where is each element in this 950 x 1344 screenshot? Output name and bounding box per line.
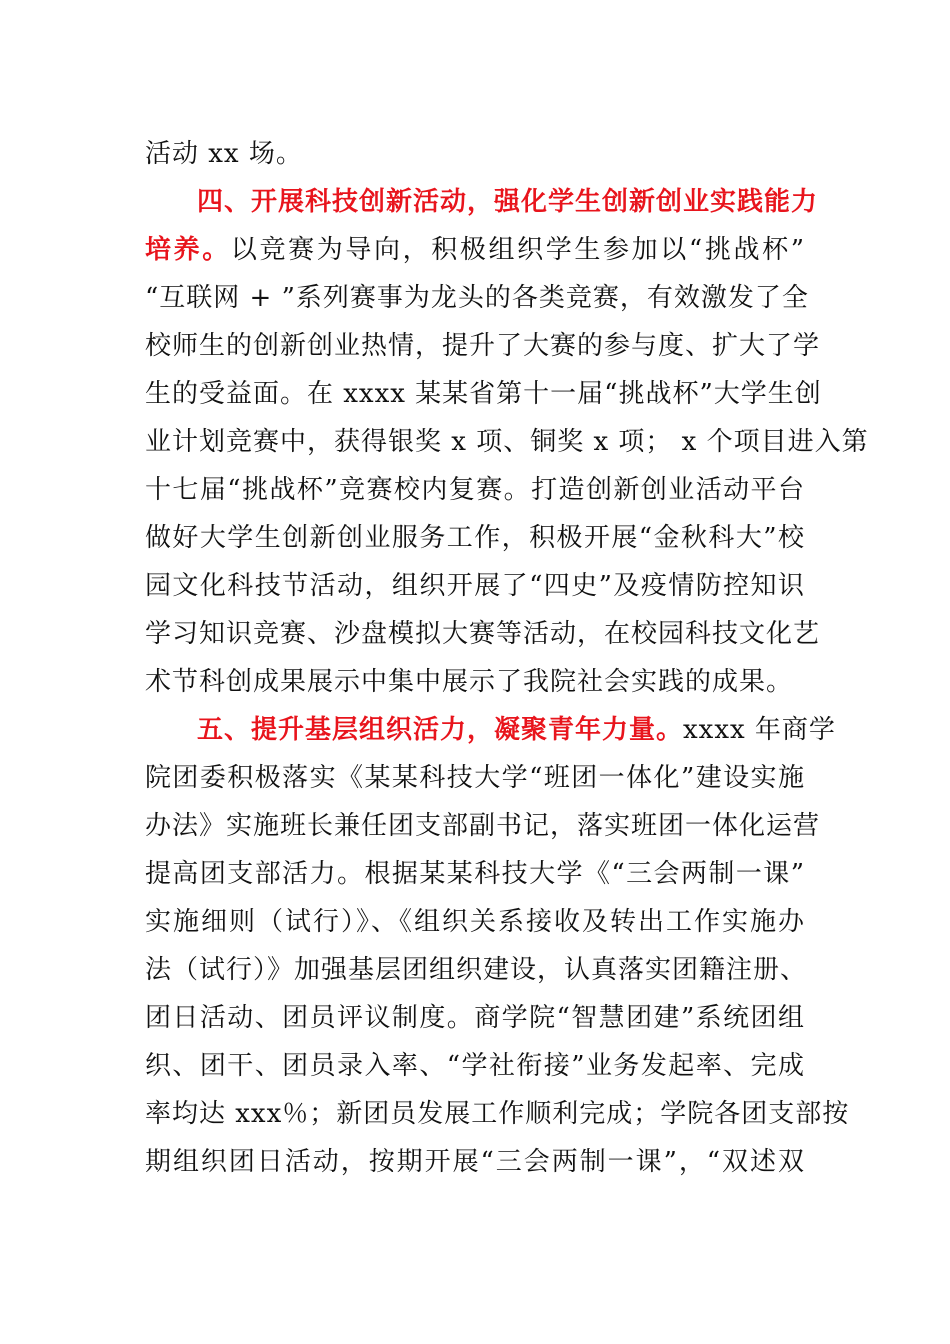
text-line	[145, 418, 869, 466]
text-line	[145, 226, 805, 274]
text-line	[145, 610, 821, 658]
line-text: 术节科创成果展示中集中展示了我院社会实践的成果。	[145, 667, 794, 697]
line-text: 法（试行）》加强基层团组织建设，认真落实团籍注册、	[145, 955, 808, 985]
line-text: 生的受益面。在 xxxx 某某省第十一届“挑战杯”大学生创	[145, 379, 822, 409]
text-line	[145, 322, 821, 370]
text-line	[145, 130, 805, 178]
text-line	[145, 274, 809, 322]
line-text: 织、团干、团员录入率、“学社衔接”业务发起率、完成	[145, 1051, 805, 1081]
line-text: “互联网 + ”系列赛事为龙头的各类竞赛，有效激发了全	[145, 283, 809, 313]
line-text: xxxx 年商学	[683, 715, 836, 745]
line-text: 做好大学生创新创业服务工作，积极开展“金秋科大”校	[145, 523, 805, 553]
text-line	[145, 1042, 805, 1090]
line-text: 实施细则（试行）》、《组织关系接收及转出工作实施办	[145, 907, 805, 937]
text-line	[145, 514, 805, 562]
text-line	[145, 994, 805, 1042]
line-text: 办法》实施班长兼任团支部副书记，落实班团一体化运营	[145, 811, 821, 841]
section-heading-five: 五、提升基层组织活力，凝聚青年力量。	[197, 715, 684, 745]
text-line	[145, 754, 805, 802]
text-line	[145, 370, 822, 418]
text-line	[145, 1138, 805, 1186]
line-text: 院团委积极落实《某某科技大学“班团一体化”建设实施	[145, 763, 805, 793]
section-heading-four-cont: 培养。	[145, 235, 231, 265]
line-text: 期组织团日活动，按期开展“三会两制一课”，“双述双	[145, 1147, 805, 1177]
text-line	[145, 658, 805, 706]
line-text: 以竞赛为导向，积极组织学生参加以“挑战杯”	[230, 235, 805, 265]
section-heading-line	[197, 706, 836, 754]
line-text: 园文化科技节活动，组织开展了“四史”及疫情防控知识	[145, 571, 805, 601]
section-heading-four: 四、开展科技创新活动，强化学生创新创业实践能力	[197, 187, 819, 217]
line-text: 业计划竞赛中，获得银奖 x 项、铜奖 x 项； x 个项目进入第	[145, 427, 869, 457]
section-heading-line	[197, 178, 819, 226]
line-text: 学习知识竞赛、沙盘模拟大赛等活动，在校园科技文化艺	[145, 619, 821, 649]
line-text: 提高团支部活力。根据某某科技大学《“三会两制一课”	[145, 859, 805, 889]
line-text: 十七届“挑战杯”竞赛校内复赛。打造创新创业活动平台	[145, 475, 805, 505]
text-line	[145, 802, 821, 850]
text-line	[145, 850, 805, 898]
line-text: 团日活动、团员评议制度。商学院“智慧团建”系统团组	[145, 1003, 805, 1033]
text-line	[145, 898, 805, 946]
line-text: 率均达 xxx％；新团员发展工作顺利完成；学院各团支部按	[145, 1099, 850, 1129]
line-text: 校师生的创新创业热情，提升了大赛的参与度、扩大了学	[145, 331, 821, 361]
text-line	[145, 1090, 850, 1138]
text-line	[145, 562, 805, 610]
text-line	[145, 946, 808, 994]
text-line	[145, 466, 805, 514]
line-text: 活动 xx 场。	[145, 139, 303, 169]
